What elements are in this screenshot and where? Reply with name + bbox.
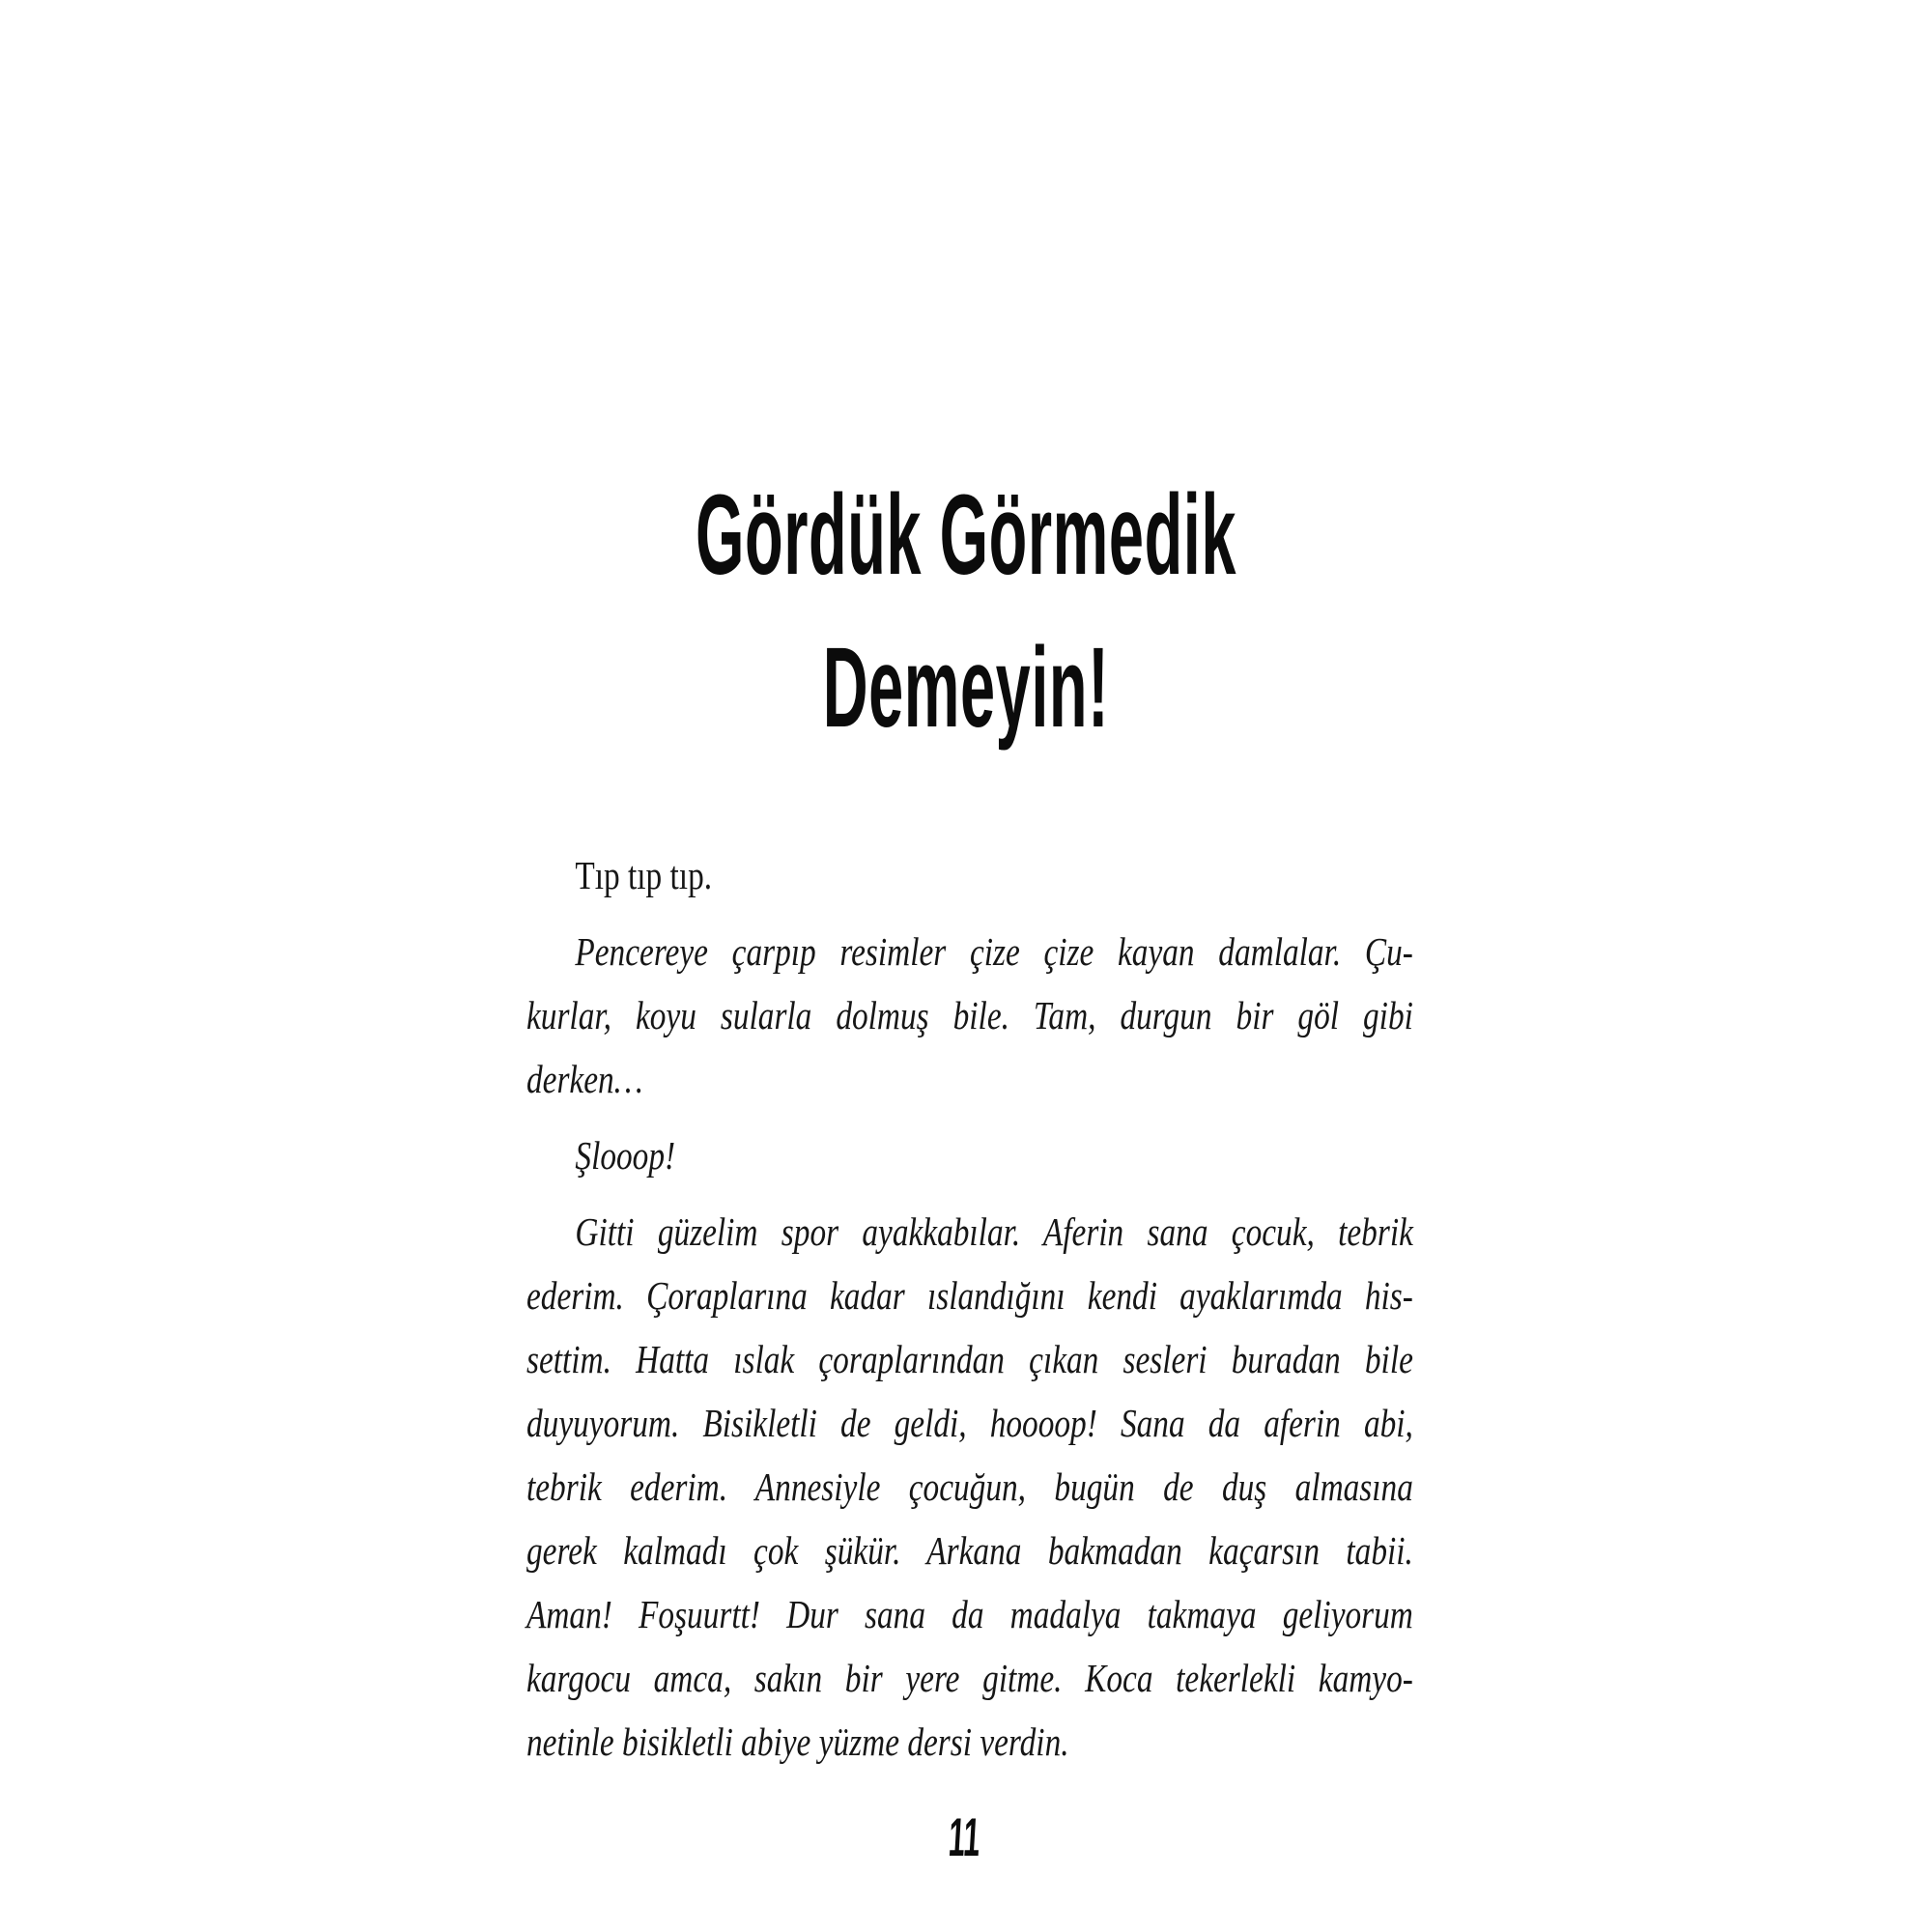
body-text-line: gerek kalmadı çok şükür. Arkana bakmadan kaçarsın tabii. — [526, 1528, 1413, 1573]
body-text-line: Tıp tıp tıp. — [575, 853, 713, 897]
body-text-line: Gitti güzelim spor ayakkabılar. Aferin sana çocuk, tebrik — [575, 1209, 1413, 1254]
chapter-title-line-2: Demeyin! — [822, 624, 1110, 752]
body-text-line: kurlar, koyu sularla dolmuş bile. Tam, durgun bir göl gibi — [526, 993, 1413, 1037]
body-text-line: duyuyorum. Bisikletli de geldi, hoooop! Sana da aferin abi, — [526, 1401, 1413, 1445]
body-text-line: tebrik ederim. Annesiyle çocuğun, bugün de duş almasına — [526, 1464, 1413, 1509]
chapter-title — [435, 459, 1497, 764]
body-text-line: ederim. Çoraplarına kadar ıslandığını kendi ayaklarımda his- — [526, 1273, 1413, 1318]
body-text-line: Şlooop! — [575, 1133, 676, 1178]
body-text-line: derken… — [526, 1057, 643, 1101]
body-text-line: kargocu amca, sakın bir yere gitme. Koca tekerlekli kamyo- — [526, 1656, 1413, 1700]
body-text-line: Aman! Foşuurtt! Dur sana da madalya takmaya geliyorum — [526, 1592, 1413, 1636]
chapter-title-line-1: Gördük Görmedik — [695, 471, 1237, 599]
body-text — [526, 843, 1413, 1774]
body-text-line: Pencereye çarpıp resimler çize çize kayan damlalar. Çu- — [575, 929, 1413, 974]
body-text-line: settim. Hatta ıslak çoraplarından çıkan sesleri buradan bile — [526, 1337, 1413, 1381]
body-text-line: netinle bisikletli abiye yüzme dersi verdin. — [526, 1719, 1069, 1764]
page-number: 11 — [947, 1806, 982, 1867]
